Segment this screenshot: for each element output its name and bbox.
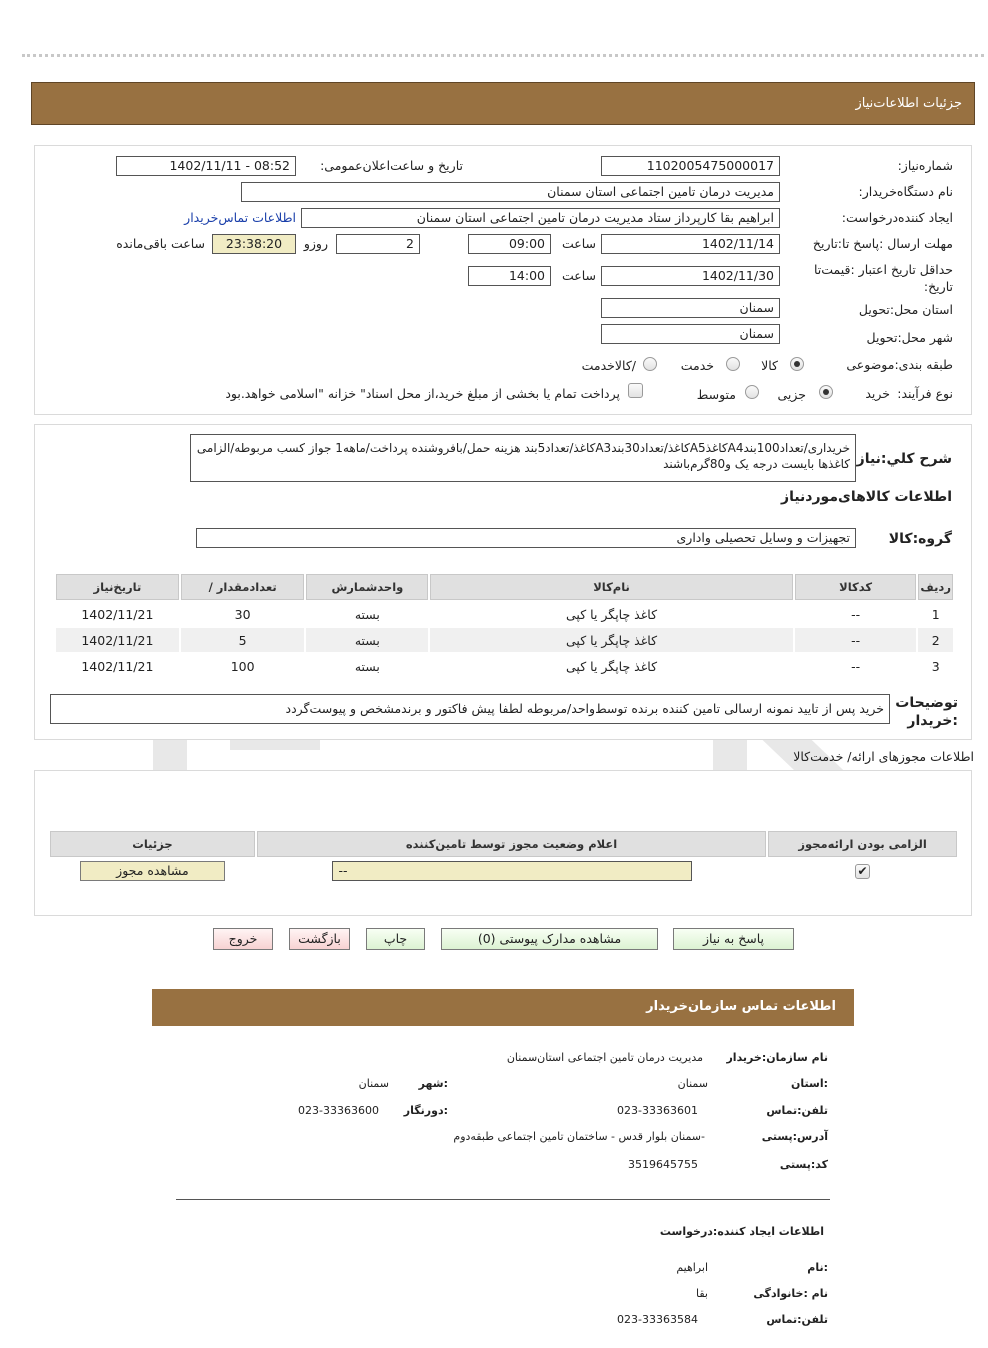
- goods-info-label: اطلاعات کالاهای‌موردنیاز: [781, 489, 952, 505]
- creator-field: ابراهیم بقا کارپرداز ستاد مدیریت درمان تامین اجتماعی استان سمنان: [301, 208, 780, 228]
- cell-row: 2: [918, 628, 953, 652]
- print-button[interactable]: چاپ: [366, 928, 425, 950]
- process-option-minor: جزیی: [777, 387, 806, 402]
- cell-unit: بسته: [354, 606, 380, 622]
- days-field: 2: [336, 234, 420, 254]
- exit-button[interactable]: خروج: [213, 928, 273, 950]
- announce-datetime-field: 1402/11/11 - 08:52: [116, 156, 296, 176]
- cell-unit: بسته: [306, 628, 428, 652]
- table-row: [56, 628, 953, 652]
- province-label: استان محل:تحویل: [858, 302, 953, 317]
- description-label: شرح کلي:نياز: [856, 451, 952, 467]
- col-unit: واحدشمارش: [306, 574, 428, 600]
- process-radio-medium[interactable]: [745, 385, 759, 399]
- description-text: خریداری/تعداد100بندA4کاغذA5کاغذ/تعداد30بندA3کاغذ/تعداد5بند هزینه حمل/بافروشنده پرداخت/ماهه1 جواز کسب مربوطه/الزامی کاغذها بایست درجه یک و80گرم‌باشند: [190, 434, 856, 482]
- contact-fax-value: 023-33363600: [298, 1104, 379, 1117]
- permit-status-field: --: [332, 861, 692, 881]
- contact-org-label: نام سازمان:خریدار: [726, 1051, 828, 1064]
- contact-province-value: سمنان: [677, 1077, 708, 1090]
- col-row: ردیف: [918, 574, 953, 600]
- top-dotted-divider: [22, 54, 984, 57]
- cell-row: 1: [931, 606, 940, 622]
- attachments-button[interactable]: مشاهده مدارک پیوستی (0): [441, 928, 658, 950]
- cell-code: --: [851, 658, 861, 674]
- cell-name: کاغذ چاپگر یا کپی: [566, 658, 658, 674]
- group-label: گروه:کالا: [888, 531, 952, 547]
- cell-date: 1402/11/21: [81, 606, 154, 622]
- cell-details: [50, 859, 255, 883]
- buyer-org-label: نام دستگاه‌خریدار:: [858, 184, 953, 199]
- contact-city-label: :شهر: [418, 1077, 448, 1090]
- cell-status: [257, 859, 766, 883]
- process-label: نوع فرآیند:: [897, 386, 953, 401]
- reply-button[interactable]: پاسخ به نیاز: [673, 928, 794, 950]
- category-label: طبقه بندی:موضوعی: [846, 357, 953, 372]
- process-option-medium: متوسط: [696, 387, 736, 402]
- buyer-contact-link[interactable]: اطلاعات تماس‌خریدار: [184, 210, 296, 225]
- contact-city-value: سمنان: [358, 1077, 389, 1090]
- cell-name: کاغذ چاپگر یا کپی: [430, 628, 793, 652]
- cell-required: [768, 859, 957, 883]
- category-option-service: خدمت: [680, 358, 714, 373]
- province-field: سمنان: [601, 298, 780, 318]
- requester-name-value: ابراهیم: [676, 1261, 708, 1274]
- page-title: جزئیات اطلاعات‌نیاز: [855, 96, 962, 111]
- back-button[interactable]: بازگشت: [289, 928, 350, 950]
- city-field: سمنان: [601, 324, 780, 344]
- col-code: کدکالا: [795, 574, 917, 600]
- contact-address-value: -سمنان بلوار قدس - ساختمان تامین اجتماعی طبقه‌دوم: [453, 1130, 705, 1143]
- cell-date: 1402/11/21: [81, 658, 154, 674]
- validity-time-label: ساعت: [561, 268, 596, 283]
- validity-time-field: 14:00: [468, 266, 551, 286]
- creator-label: ایجاد کننده‌درخواست:: [841, 210, 953, 225]
- process-purchase-text: خرید: [865, 386, 890, 401]
- col-date: تاریخ‌نیاز: [56, 574, 179, 600]
- col-required: الزامی بودن ارائه‌مجوز: [768, 831, 957, 857]
- col-qty: / تعدادمقدار: [181, 574, 305, 600]
- remaining-label: ساعت باقی‌مانده: [116, 236, 205, 251]
- category-radio-goods[interactable]: [790, 357, 804, 371]
- announce-label: تاریخ و ساعت‌اعلان‌عمومی:: [320, 158, 463, 173]
- need-number-field: 1102005475000017: [601, 156, 780, 176]
- table-row: [56, 602, 953, 626]
- cell-code: --: [795, 628, 917, 652]
- buyer-org-field: مدیریت درمان تامین اجتماعی استان سمنان: [241, 182, 780, 202]
- contact-postal-label: کد:پستی: [779, 1158, 828, 1171]
- validity-label: حداقل تاریخ اعتبار :قیمت‌تا تاریخ:: [813, 262, 953, 294]
- permits-table-header: [50, 831, 957, 857]
- contact-title-bar: [152, 989, 854, 1026]
- remaining-time-field: 23:38:20: [212, 234, 296, 254]
- deadline-time-label: ساعت: [561, 236, 596, 251]
- deadline-date-field: 1402/11/14: [601, 234, 780, 254]
- table-row: [56, 654, 953, 678]
- permit-required-checkbox[interactable]: ✔: [855, 864, 870, 879]
- group-field: تجهیزات و وسایل تحصیلی واداری: [196, 528, 856, 548]
- cell-code: --: [851, 606, 861, 622]
- cell-qty: 100: [230, 658, 255, 674]
- contact-org-value: مدیریت درمان تامین اجتماعی استان‌سمنان: [506, 1051, 703, 1064]
- permits-table: [48, 829, 959, 885]
- category-option-goods: کالا: [761, 358, 778, 373]
- contact-fax-label: :دورنگار: [403, 1104, 448, 1117]
- cell-unit: بسته: [354, 658, 380, 674]
- contact-address-label: آدرس:پستی: [761, 1130, 828, 1143]
- treasury-payment-note: پرداخت تمام یا بخشی از مبلغ خرید،از محل اسناد" خزانه "اسلامی خواهد.بود: [225, 386, 620, 401]
- city-label: شهر محل:تحویل: [866, 330, 953, 345]
- category-radio-service[interactable]: [726, 357, 740, 371]
- contact-divider: [176, 1199, 830, 1200]
- deadline-time-field: 09:00: [468, 234, 551, 254]
- requester-name-label: :نام: [807, 1261, 828, 1274]
- category-option-goods-service: /کالاخدمت: [581, 358, 636, 373]
- requester-family-value: بقا: [696, 1287, 708, 1300]
- deadline-label: مهلت ارسال :پاسخ تا:تاریخ: [812, 236, 953, 251]
- col-name: نام‌کالا: [430, 574, 793, 600]
- cell-qty: 30: [234, 606, 251, 622]
- process-radio-minor[interactable]: [819, 385, 833, 399]
- permits-title: اطلاعات مجوزهای ارائه/ خدمت‌کالا: [793, 749, 974, 764]
- contact-phone-value: 023-33363601: [617, 1104, 698, 1117]
- requester-family-label: نام :خانوادگی: [753, 1287, 828, 1300]
- col-details: جزئیات: [50, 831, 255, 857]
- validity-date-field: 1402/11/30: [601, 266, 780, 286]
- col-status: اعلام وضعیت مجوز توسط تامین‌کننده: [257, 831, 766, 857]
- buyer-notes-text: خرید پس از تایید نمونه ارسالی تامین کننده برنده توسط‌واحد/مربوطه لطفا پیش فاکتور و برندمشخص و پیوست‌گردد: [50, 694, 890, 724]
- days-label: روزو: [303, 236, 328, 251]
- table-row: [50, 859, 957, 883]
- contact-province-label: :استان: [791, 1077, 828, 1090]
- buyer-notes-label: توضیحات :خریدار: [895, 695, 958, 729]
- requester-phone-label: تلفن:تماس: [766, 1313, 828, 1326]
- page-title-bar: [31, 82, 975, 125]
- need-number-label: شماره‌نیاز:: [897, 158, 953, 173]
- contact-title: اطلاعات تماس سازمان‌خریدار: [646, 999, 836, 1014]
- cell-row: 3: [931, 658, 940, 674]
- category-radio-goods-service[interactable]: [643, 357, 657, 371]
- cell-date: 1402/11/21: [56, 628, 179, 652]
- requester-title: اطلاعات ایجاد کننده:درخواست: [659, 1225, 824, 1238]
- contact-postal-value: 3519645755: [628, 1158, 698, 1171]
- contact-phone-label: تلفن:تماس: [766, 1104, 828, 1117]
- requester-phone-value: 023-33363584: [617, 1313, 698, 1326]
- items-table: [54, 572, 955, 680]
- treasury-payment-checkbox[interactable]: [628, 383, 643, 398]
- view-permit-button[interactable]: مشاهده مجوز: [80, 861, 225, 881]
- items-table-header: [56, 574, 953, 600]
- cell-qty: 5: [181, 628, 305, 652]
- cell-name: کاغذ چاپگر یا کپی: [566, 606, 658, 622]
